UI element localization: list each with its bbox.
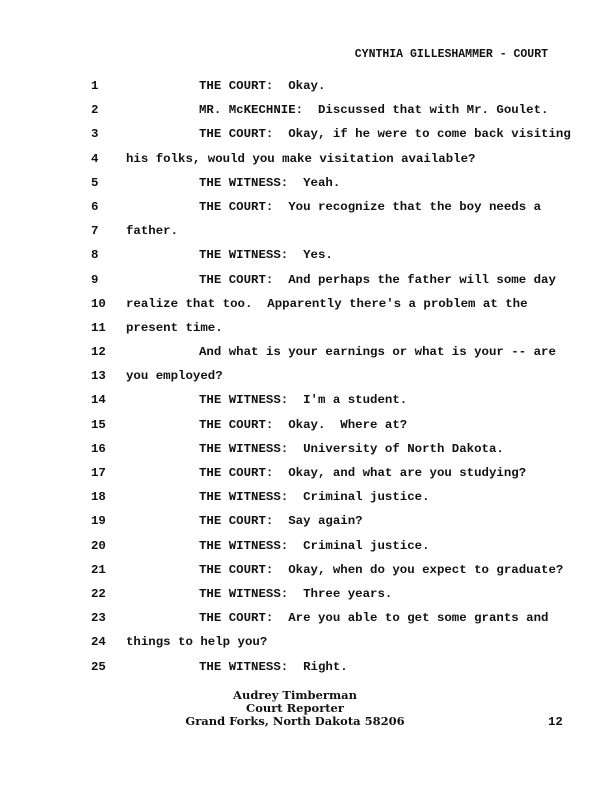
line-text: THE WITNESS: Three years. <box>199 586 393 601</box>
reporter-location: Grand Forks, North Dakota 58206 <box>185 714 405 728</box>
transcript-line <box>0 219 612 243</box>
line-text: father. <box>126 224 179 239</box>
transcript-lines <box>0 74 612 679</box>
line-number: 4 <box>91 151 99 166</box>
line-text: his folks, would you make visitation available? <box>126 151 476 166</box>
transcript-line <box>0 413 612 437</box>
line-number: 17 <box>91 466 106 480</box>
transcript-line <box>0 340 612 364</box>
line-number: 9 <box>91 272 99 287</box>
line-text: THE COURT: Okay, if he were to come back visiting <box>199 127 571 142</box>
line-text: things to help you? <box>126 635 268 650</box>
line-number: 8 <box>91 248 99 263</box>
line-number: 25 <box>91 659 106 674</box>
transcript-line <box>0 558 612 582</box>
line-text: THE COURT: Okay. Where at? <box>199 417 408 432</box>
line-text: THE WITNESS: Criminal justice. <box>199 538 430 553</box>
reporter-name: Audrey Timberman <box>233 688 357 702</box>
transcript-line <box>0 243 612 267</box>
line-number: 10 <box>91 296 106 311</box>
transcript-line <box>0 655 612 679</box>
transcript-line <box>0 364 612 388</box>
line-text: THE COURT: Say again? <box>199 514 363 529</box>
transcript-line <box>0 630 612 654</box>
transcript-line <box>0 122 612 146</box>
reporter-title: Court Reporter <box>246 701 344 715</box>
transcript-line <box>0 606 612 630</box>
line-number: 6 <box>91 199 99 214</box>
transcript-line <box>0 582 612 606</box>
line-number: 11 <box>91 320 106 335</box>
line-number: 13 <box>91 369 106 384</box>
line-text: THE COURT: Okay, and what are you studying? <box>199 466 527 480</box>
line-number: 2 <box>91 103 99 118</box>
line-text: THE WITNESS: Right. <box>199 659 348 674</box>
line-text: And what is your earnings or what is your -- are <box>199 345 556 360</box>
line-number: 3 <box>91 127 99 142</box>
line-number: 7 <box>91 224 99 239</box>
line-text: realize that too. Apparently there's a problem at the <box>126 296 528 311</box>
line-number: 20 <box>91 538 106 553</box>
transcript-line <box>0 388 612 412</box>
line-number: 24 <box>91 635 106 650</box>
transcript-line <box>0 509 612 533</box>
transcript-line <box>0 461 612 485</box>
page-header: CYNTHIA GILLESHAMMER - COURT <box>354 48 548 61</box>
page-number: 12 <box>548 715 563 729</box>
transcript-line <box>0 316 612 340</box>
line-text: THE WITNESS: I'm a student. <box>199 393 408 408</box>
line-number: 15 <box>91 417 106 432</box>
transcript-line <box>0 437 612 461</box>
line-text: THE COURT: Are you able to get some grants and <box>199 611 549 626</box>
transcript-line <box>0 292 612 316</box>
line-number: 18 <box>91 490 106 505</box>
line-text: present time. <box>126 320 223 335</box>
line-text: THE WITNESS: University of North Dakota. <box>199 441 504 456</box>
line-number: 14 <box>91 393 106 408</box>
transcript-line <box>0 534 612 558</box>
line-number: 23 <box>91 611 106 626</box>
line-text: you employed? <box>126 369 223 384</box>
line-text: THE COURT: Okay, when do you expect to graduate? <box>199 562 564 577</box>
line-text: MR. McKECHNIE: Discussed that with Mr. Goulet. <box>199 103 549 118</box>
line-text: THE WITNESS: Criminal justice. <box>199 490 430 505</box>
line-text: THE WITNESS: Yeah. <box>199 175 341 190</box>
line-number: 21 <box>91 562 106 577</box>
footer <box>150 689 440 728</box>
transcript-line <box>0 147 612 171</box>
transcript-line <box>0 268 612 292</box>
line-text: THE COURT: You recognize that the boy needs a <box>199 199 542 214</box>
line-number: 1 <box>91 79 99 93</box>
line-text: THE WITNESS: Yes. <box>199 248 333 263</box>
line-number: 16 <box>91 441 106 456</box>
line-number: 22 <box>91 586 106 601</box>
line-text: THE COURT: Okay. <box>199 79 326 93</box>
transcript-line <box>0 98 612 122</box>
line-number: 5 <box>91 175 99 190</box>
transcript-line <box>0 74 612 98</box>
line-number: 12 <box>91 345 106 360</box>
line-text: THE COURT: And perhaps the father will some day <box>199 272 556 287</box>
transcript-line <box>0 195 612 219</box>
transcript-line <box>0 485 612 509</box>
line-number: 19 <box>91 514 106 529</box>
transcript-line <box>0 171 612 195</box>
